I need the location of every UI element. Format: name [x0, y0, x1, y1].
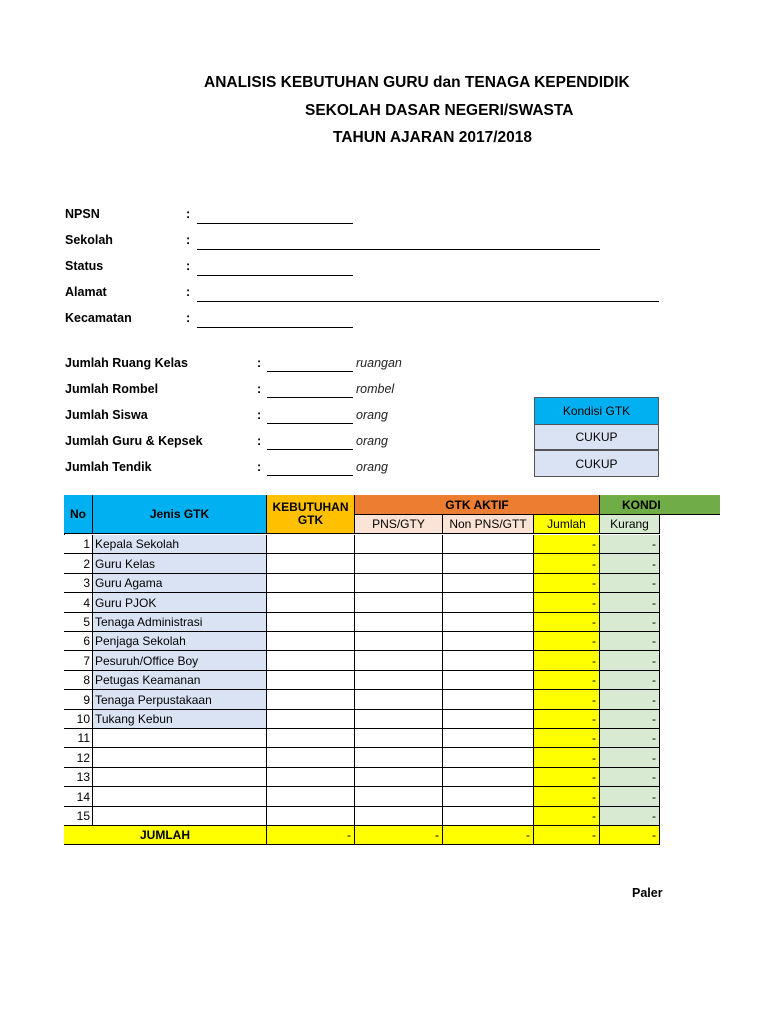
- row-no: 3: [64, 574, 93, 593]
- identity-colon: :: [186, 285, 191, 299]
- row-kebutuhan-cell: [267, 807, 355, 826]
- row-non-pns-cell: [443, 651, 534, 671]
- count-label: Jumlah Tendik: [65, 460, 152, 474]
- row-jumlah: -: [534, 671, 600, 690]
- row-jenis-gtk: Kepala Sekolah: [93, 535, 267, 554]
- row-jumlah: -: [534, 748, 600, 768]
- row-pns-cell: [355, 651, 443, 671]
- row-no: 15: [64, 807, 93, 826]
- row-pns-cell: [355, 787, 443, 807]
- row-kurang: -: [600, 807, 660, 826]
- row-jumlah: -: [534, 807, 600, 826]
- row-no: 4: [64, 593, 93, 613]
- row-jenis-gtk: Tukang Kebun: [93, 710, 267, 729]
- row-jenis-gtk: Pesuruh/Office Boy: [93, 651, 267, 671]
- count-field[interactable]: [267, 423, 353, 424]
- header-non-pns-gtt: Non PNS/GTT: [443, 515, 534, 534]
- row-non-pns-cell: [443, 535, 534, 554]
- row-non-pns-cell: [443, 671, 534, 690]
- row-kurang: -: [600, 574, 660, 593]
- header-kurang: Kurang: [600, 515, 660, 534]
- row-kebutuhan-cell: [267, 671, 355, 690]
- row-no: 10: [64, 710, 93, 729]
- count-label: Jumlah Guru & Kepsek: [65, 434, 203, 448]
- row-pns-cell: [355, 632, 443, 651]
- row-jenis-gtk: Tenaga Perpustakaan: [93, 690, 267, 710]
- identity-colon: :: [186, 233, 191, 247]
- count-colon: :: [257, 382, 262, 396]
- row-jumlah: -: [534, 632, 600, 651]
- row-jumlah: -: [534, 690, 600, 710]
- row-kurang: -: [600, 613, 660, 632]
- header-pns-gty: PNS/GTY: [355, 515, 443, 534]
- row-jumlah: -: [534, 535, 600, 554]
- header-jumlah: Jumlah: [534, 515, 600, 534]
- row-kurang: -: [600, 671, 660, 690]
- row-jumlah: -: [534, 613, 600, 632]
- count-field[interactable]: [267, 397, 353, 398]
- title-line-3: TAHUN AJARAN 2017/2018: [333, 129, 532, 146]
- row-pns-cell: [355, 729, 443, 748]
- row-non-pns-cell: [443, 710, 534, 729]
- row-kurang: -: [600, 748, 660, 768]
- row-jenis-gtk: Tenaga Administrasi: [93, 613, 267, 632]
- count-colon: :: [257, 408, 262, 422]
- row-no: 6: [64, 632, 93, 651]
- row-jumlah: -: [534, 651, 600, 671]
- count-colon: :: [257, 434, 262, 448]
- row-no: 9: [64, 690, 93, 710]
- row-jenis-gtk: [93, 787, 267, 807]
- row-no: 8: [64, 671, 93, 690]
- count-label: Jumlah Rombel: [65, 382, 159, 396]
- footer-place: Paler: [632, 886, 663, 900]
- row-kebutuhan-cell: [267, 632, 355, 651]
- row-kebutuhan-cell: [267, 768, 355, 787]
- row-jenis-gtk: [93, 807, 267, 826]
- row-jumlah: -: [534, 729, 600, 748]
- identity-label: Alamat: [65, 285, 107, 299]
- row-no: 5: [64, 613, 93, 632]
- row-jumlah: -: [534, 787, 600, 807]
- row-non-pns-cell: [443, 768, 534, 787]
- identity-field[interactable]: [197, 275, 353, 276]
- row-kurang: -: [600, 768, 660, 787]
- row-kurang: -: [600, 554, 660, 574]
- row-non-pns-cell: [443, 729, 534, 748]
- row-kebutuhan-cell: [267, 554, 355, 574]
- total-label: JUMLAH: [64, 826, 267, 845]
- count-field[interactable]: [267, 371, 353, 372]
- header-kondisi: KONDI: [600, 495, 720, 515]
- row-no: 13: [64, 768, 93, 787]
- row-jenis-gtk: [93, 729, 267, 748]
- row-jenis-gtk: Guru Agama: [93, 574, 267, 593]
- row-jenis-gtk: [93, 768, 267, 787]
- identity-label: Sekolah: [65, 233, 113, 247]
- row-kurang: -: [600, 632, 660, 651]
- row-pns-cell: [355, 613, 443, 632]
- count-label: Jumlah Siswa: [65, 408, 148, 422]
- row-pns-cell: [355, 768, 443, 787]
- row-no: 1: [64, 535, 93, 554]
- row-kebutuhan-cell: [267, 593, 355, 613]
- identity-field[interactable]: [197, 327, 353, 328]
- row-jumlah: -: [534, 768, 600, 787]
- row-pns-cell: [355, 593, 443, 613]
- row-kebutuhan-cell: [267, 690, 355, 710]
- row-kurang: -: [600, 593, 660, 613]
- row-kurang: -: [600, 535, 660, 554]
- row-no: 11: [64, 729, 93, 748]
- count-colon: :: [257, 356, 262, 370]
- row-kebutuhan-cell: [267, 787, 355, 807]
- row-jenis-gtk: Guru Kelas: [93, 554, 267, 574]
- row-kebutuhan-cell: [267, 574, 355, 593]
- row-jenis-gtk: Guru PJOK: [93, 593, 267, 613]
- row-non-pns-cell: [443, 574, 534, 593]
- row-kebutuhan-cell: [267, 535, 355, 554]
- row-kurang: -: [600, 787, 660, 807]
- row-non-pns-cell: [443, 787, 534, 807]
- header-jenis-gtk: Jenis GTK: [93, 495, 267, 534]
- count-colon: :: [257, 460, 262, 474]
- row-kebutuhan-cell: [267, 710, 355, 729]
- row-non-pns-cell: [443, 807, 534, 826]
- row-kurang: -: [600, 729, 660, 748]
- identity-label: Status: [65, 259, 104, 273]
- identity-field[interactable]: [197, 249, 600, 250]
- row-jumlah: -: [534, 710, 600, 729]
- identity-colon: :: [186, 311, 191, 325]
- count-unit: rombel: [356, 382, 395, 396]
- row-kebutuhan-cell: [267, 748, 355, 768]
- row-kebutuhan-cell: [267, 729, 355, 748]
- count-label: Jumlah Ruang Kelas: [65, 356, 188, 370]
- total-kebutuhan: -: [267, 826, 355, 845]
- row-jenis-gtk: [93, 748, 267, 768]
- row-kebutuhan-cell: [267, 613, 355, 632]
- row-pns-cell: [355, 690, 443, 710]
- row-no: 7: [64, 651, 93, 671]
- row-pns-cell: [355, 710, 443, 729]
- title-line-1: ANALISIS KEBUTUHAN GURU dan TENAGA KEPENDIDIK: [204, 74, 630, 91]
- row-pns-cell: [355, 807, 443, 826]
- total-kurang: -: [600, 826, 660, 845]
- header-no: No: [64, 495, 93, 534]
- identity-colon: :: [186, 259, 191, 273]
- total-non-pns: -: [443, 826, 534, 845]
- row-no: 12: [64, 748, 93, 768]
- kondisi-gtk-header: Kondisi GTK: [534, 397, 659, 425]
- row-no: 14: [64, 787, 93, 807]
- total-pns: -: [355, 826, 443, 845]
- row-non-pns-cell: [443, 632, 534, 651]
- row-pns-cell: [355, 554, 443, 574]
- header-kebutuhan-gtk: KEBUTUHAN GTK: [267, 495, 355, 534]
- row-kebutuhan-cell: [267, 651, 355, 671]
- kondisi-gtk-value: CUKUP: [534, 424, 659, 450]
- row-jumlah: -: [534, 593, 600, 613]
- count-unit: orang: [356, 434, 388, 448]
- row-pns-cell: [355, 671, 443, 690]
- row-non-pns-cell: [443, 554, 534, 574]
- count-field[interactable]: [267, 475, 353, 476]
- row-non-pns-cell: [443, 613, 534, 632]
- kondisi-gtk-value: CUKUP: [534, 450, 659, 477]
- count-field[interactable]: [267, 449, 353, 450]
- total-jumlah: -: [534, 826, 600, 845]
- row-non-pns-cell: [443, 690, 534, 710]
- row-non-pns-cell: [443, 748, 534, 768]
- row-kurang: -: [600, 710, 660, 729]
- identity-label: NPSN: [65, 207, 100, 221]
- identity-field[interactable]: [197, 223, 353, 224]
- title-line-2: SEKOLAH DASAR NEGERI/SWASTA: [305, 102, 574, 119]
- row-jumlah: -: [534, 574, 600, 593]
- row-kurang: -: [600, 690, 660, 710]
- row-kurang: -: [600, 651, 660, 671]
- row-jumlah: -: [534, 554, 600, 574]
- identity-label: Kecamatan: [65, 311, 132, 325]
- row-pns-cell: [355, 574, 443, 593]
- count-unit: orang: [356, 408, 388, 422]
- count-unit: orang: [356, 460, 388, 474]
- count-unit: ruangan: [356, 356, 402, 370]
- row-jenis-gtk: Penjaga Sekolah: [93, 632, 267, 651]
- identity-field[interactable]: [197, 301, 659, 302]
- row-jenis-gtk: Petugas Keamanan: [93, 671, 267, 690]
- row-pns-cell: [355, 535, 443, 554]
- identity-colon: :: [186, 207, 191, 221]
- row-no: 2: [64, 554, 93, 574]
- row-pns-cell: [355, 748, 443, 768]
- row-non-pns-cell: [443, 593, 534, 613]
- header-gtk-aktif: GTK AKTIF: [355, 495, 600, 515]
